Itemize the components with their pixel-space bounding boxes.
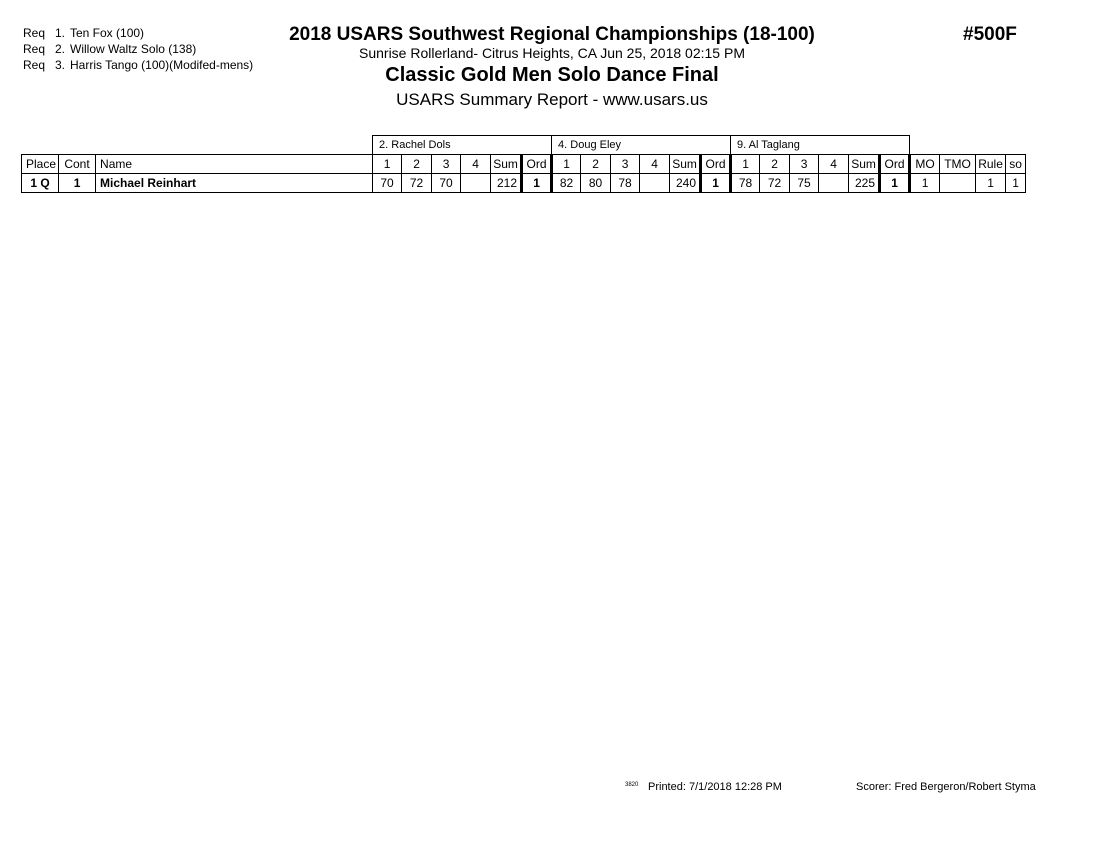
col-dance-1: 1 xyxy=(731,155,760,174)
col-tmo: TMO xyxy=(940,155,976,174)
rule-cell: 1 xyxy=(976,174,1006,193)
results-table xyxy=(21,135,1026,193)
judge-name: 2. Rachel Dols xyxy=(373,136,552,155)
col-dance-3: 3 xyxy=(790,155,819,174)
judge-header-row xyxy=(22,136,1026,155)
event-title: Classic Gold Men Solo Dance Final xyxy=(385,64,719,86)
tmo-cell xyxy=(940,174,976,193)
col-dance-2: 2 xyxy=(760,155,790,174)
score-cell: 82 xyxy=(552,174,581,193)
so-cell: 1 xyxy=(1006,174,1026,193)
printed-timestamp: Printed: 7/1/2018 12:28 PM xyxy=(648,781,782,793)
col-dance-1: 1 xyxy=(552,155,581,174)
score-cell xyxy=(640,174,670,193)
score-cell: 75 xyxy=(790,174,819,193)
score-cell: 72 xyxy=(760,174,790,193)
sum-cell: 225 xyxy=(849,174,880,193)
ord-cell: 1 xyxy=(701,174,731,193)
col-rule: Rule xyxy=(976,155,1006,174)
col-cont: Cont xyxy=(59,155,96,174)
competition-title: 2018 USARS Southwest Regional Championships (18-100) xyxy=(289,24,815,45)
place-cell: 1 Q xyxy=(22,174,59,193)
col-mo: MO xyxy=(910,155,940,174)
report-code: 3820 xyxy=(625,782,639,788)
table-row xyxy=(22,174,1026,193)
col-ord: Ord xyxy=(880,155,910,174)
score-cell: 80 xyxy=(581,174,611,193)
sum-cell: 240 xyxy=(670,174,701,193)
score-cell: 70 xyxy=(373,174,402,193)
ord-cell: 1 xyxy=(880,174,910,193)
judge-name: 9. Al Taglang xyxy=(731,136,910,155)
requirement-item: Req 2. Willow Waltz Solo (138) xyxy=(23,42,197,56)
venue-date: Sunrise Rollerland- Citrus Heights, CA Jun 25, 2018 02:15 PM xyxy=(359,45,745,61)
col-ord: Ord xyxy=(522,155,552,174)
requirements-list xyxy=(23,25,253,73)
col-dance-3: 3 xyxy=(611,155,640,174)
column-header-row xyxy=(22,155,1026,174)
score-cell: 78 xyxy=(611,174,640,193)
col-so: so xyxy=(1006,155,1026,174)
ord-cell: 1 xyxy=(522,174,552,193)
col-sum: Sum xyxy=(849,155,880,174)
sum-cell: 212 xyxy=(491,174,522,193)
col-dance-3: 3 xyxy=(432,155,461,174)
score-cell: 78 xyxy=(731,174,760,193)
col-dance-1: 1 xyxy=(373,155,402,174)
event-number: #500F xyxy=(963,24,1017,45)
cont-cell: 1 xyxy=(59,174,96,193)
col-sum: Sum xyxy=(670,155,701,174)
col-dance-4: 4 xyxy=(640,155,670,174)
score-cell xyxy=(819,174,849,193)
col-place: Place xyxy=(22,155,59,174)
score-cell: 72 xyxy=(402,174,432,193)
col-ord: Ord xyxy=(701,155,731,174)
requirement-item: Req 1. Ten Fox (100) xyxy=(23,26,145,40)
scorer-names: Scorer: Fred Bergeron/Robert Styma xyxy=(856,781,1036,793)
mo-cell: 1 xyxy=(910,174,940,193)
col-dance-4: 4 xyxy=(461,155,491,174)
requirement-item: Req 3. Harris Tango (100)(Modifed-mens) xyxy=(23,58,254,72)
report-title: USARS Summary Report - www.usars.us xyxy=(396,90,708,109)
col-dance-4: 4 xyxy=(819,155,849,174)
col-dance-2: 2 xyxy=(402,155,432,174)
col-name: Name xyxy=(96,155,373,174)
score-cell xyxy=(461,174,491,193)
col-dance-2: 2 xyxy=(581,155,611,174)
judge-name: 4. Doug Eley xyxy=(552,136,731,155)
col-sum: Sum xyxy=(491,155,522,174)
skater-name: Michael Reinhart xyxy=(96,174,373,193)
score-cell: 70 xyxy=(432,174,461,193)
